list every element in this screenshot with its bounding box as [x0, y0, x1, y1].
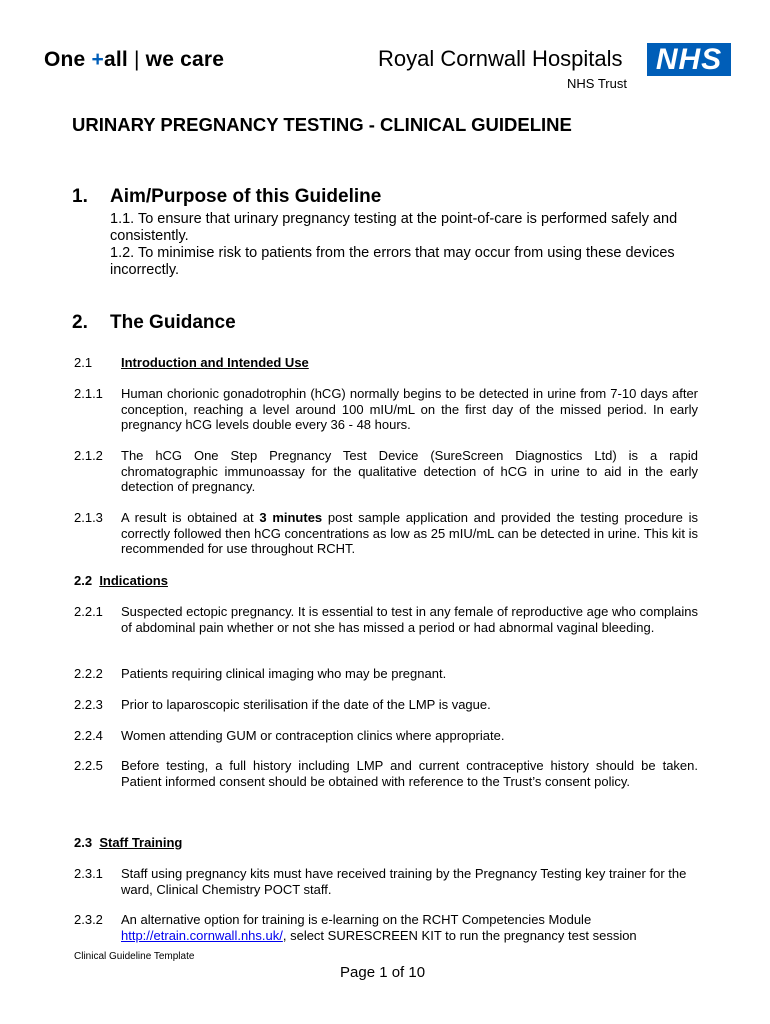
slogan-separator: | — [133, 48, 140, 71]
paragraph-number: 2.1.2 — [74, 448, 103, 463]
paragraph-text: Women attending GUM or contraception clinics where appropriate. — [121, 728, 505, 743]
footer-template-label: Clinical Guideline Template — [74, 951, 195, 962]
subsection-number: 2.1 — [74, 355, 93, 370]
subsection-number: 2.2 — [74, 573, 93, 588]
paragraph-2-1-1 — [74, 386, 704, 434]
section-1-body — [110, 211, 710, 279]
paragraph-text: Staff using pregnancy kits must have received training by the Pregnancy Testing key trainer for the ward, Clinical Chemistry POCT staff. — [121, 866, 687, 897]
paragraph-2-2-3 — [74, 697, 704, 713]
paragraph-text — [121, 912, 698, 943]
slogan-all: all — [103, 48, 128, 71]
slogan-we-care: we care — [145, 48, 225, 71]
paragraph-text — [121, 510, 698, 557]
section-1-heading — [72, 186, 381, 208]
result-time: 3 minutes — [259, 510, 323, 525]
paragraph-2-2-4 — [74, 728, 704, 744]
paragraph-number: 2.2.4 — [74, 728, 103, 743]
paragraph-text-pre: A result is obtained at — [121, 510, 260, 525]
subsection-heading: Introduction and Intended Use — [121, 355, 309, 370]
slogan-one: One — [44, 48, 86, 71]
section-1-title: Aim/Purpose of this Guideline — [110, 186, 382, 207]
aim-1-2: 1.2. To minimise risk to patients from the errors that may occur from using these devices incorrectly. — [110, 245, 675, 278]
trust-name: Royal Cornwall Hospitals — [378, 46, 623, 71]
paragraph-number: 2.2.5 — [74, 758, 103, 773]
nhs-logo: NHS — [647, 43, 731, 76]
subsection-2-1 — [74, 355, 704, 371]
paragraph-text: The hCG One Step Pregnancy Test Device (SureScreen Diagnostics Ltd) is a rapid chromatographic immunoassay for the qualitative detection of hCG in urine to aid in the early detection of pregnancy. — [121, 448, 698, 495]
paragraph-text: Human chorionic gonadotrophin (hCG) normally begins to be detected in urine from 7-10 days after conception, reaching a level around 100 mIU/mL on the first day of the missed period. In early pregnancy hCG levels double every 36 - 48 hours. — [121, 386, 698, 433]
paragraph-text-after: , select SURESCREEN KIT to run the pregnancy test session — [282, 927, 637, 943]
subsection-2-3 — [74, 835, 182, 850]
paragraph-number: 2.1.3 — [74, 510, 103, 525]
subsection-number: 2.3 — [74, 835, 93, 850]
paragraph-2-3-1 — [74, 866, 704, 898]
paragraph-text-post: post sample application and provided the testing procedure is correctly followed then hCG concentrations as low as 25 mIU/mL can be detected in urine. This kit is recommended for use throughout RCHT. — [121, 510, 699, 557]
paragraph-2-1-3 — [74, 510, 704, 558]
paragraph-number: 2.3.1 — [74, 866, 103, 881]
paragraph-2-1-2 — [74, 448, 704, 496]
paragraph-text-line1: An alternative option for training is e-learning on the RCHT Competencies Module — [121, 912, 592, 927]
subsection-2-2 — [74, 573, 168, 588]
aim-1-1: 1.1. To ensure that urinary pregnancy testing at the point-of-care is performed safely and consistently. — [110, 211, 678, 244]
etrain-link[interactable]: http://etrain.cornwall.nhs.uk/ — [121, 927, 283, 943]
subsection-heading: Indications — [99, 573, 168, 588]
paragraph-2-3-2 — [74, 912, 704, 944]
paragraph-text: Patients requiring clinical imaging who may be pregnant. — [121, 666, 447, 681]
paragraph-2-2-1 — [74, 604, 704, 652]
page-number: Page 1 of 10 — [340, 964, 426, 981]
paragraph-number: 2.2.2 — [74, 666, 103, 681]
paragraph-number: 2.1.1 — [74, 386, 103, 401]
slogan-plus: + — [91, 48, 104, 71]
section-2-number: 2. — [72, 312, 88, 333]
paragraph-text: Prior to laparoscopic sterilisation if the date of the LMP is vague. — [121, 697, 491, 712]
paragraph-number: 2.2.1 — [74, 604, 103, 619]
paragraph-2-2-2 — [74, 666, 704, 682]
paragraph-number: 2.2.3 — [74, 697, 103, 712]
paragraph-text: Before testing, a full history including LMP and current contraceptive history should be taken. Patient informed consent should be obtained with reference to the Trust’s consent policy. — [121, 758, 698, 789]
paragraph-number: 2.3.2 — [74, 912, 103, 927]
paragraph-text: Suspected ectopic pregnancy. It is essential to test in any female of reproductive age who complains of abdominal pain whether or not she has missed a period or had abnormal vaginal bleeding. — [121, 604, 698, 635]
paragraph-2-2-5 — [74, 758, 704, 806]
section-2-heading — [72, 312, 236, 334]
section-1-number: 1. — [72, 186, 88, 207]
document-title: URINARY PREGNANCY TESTING - CLINICAL GUIDELINE — [72, 114, 572, 135]
section-2-title: The Guidance — [110, 312, 236, 333]
trust-subtitle: NHS Trust — [567, 76, 627, 91]
one-and-all-slogan — [44, 48, 224, 72]
subsection-heading: Staff Training — [99, 835, 183, 850]
